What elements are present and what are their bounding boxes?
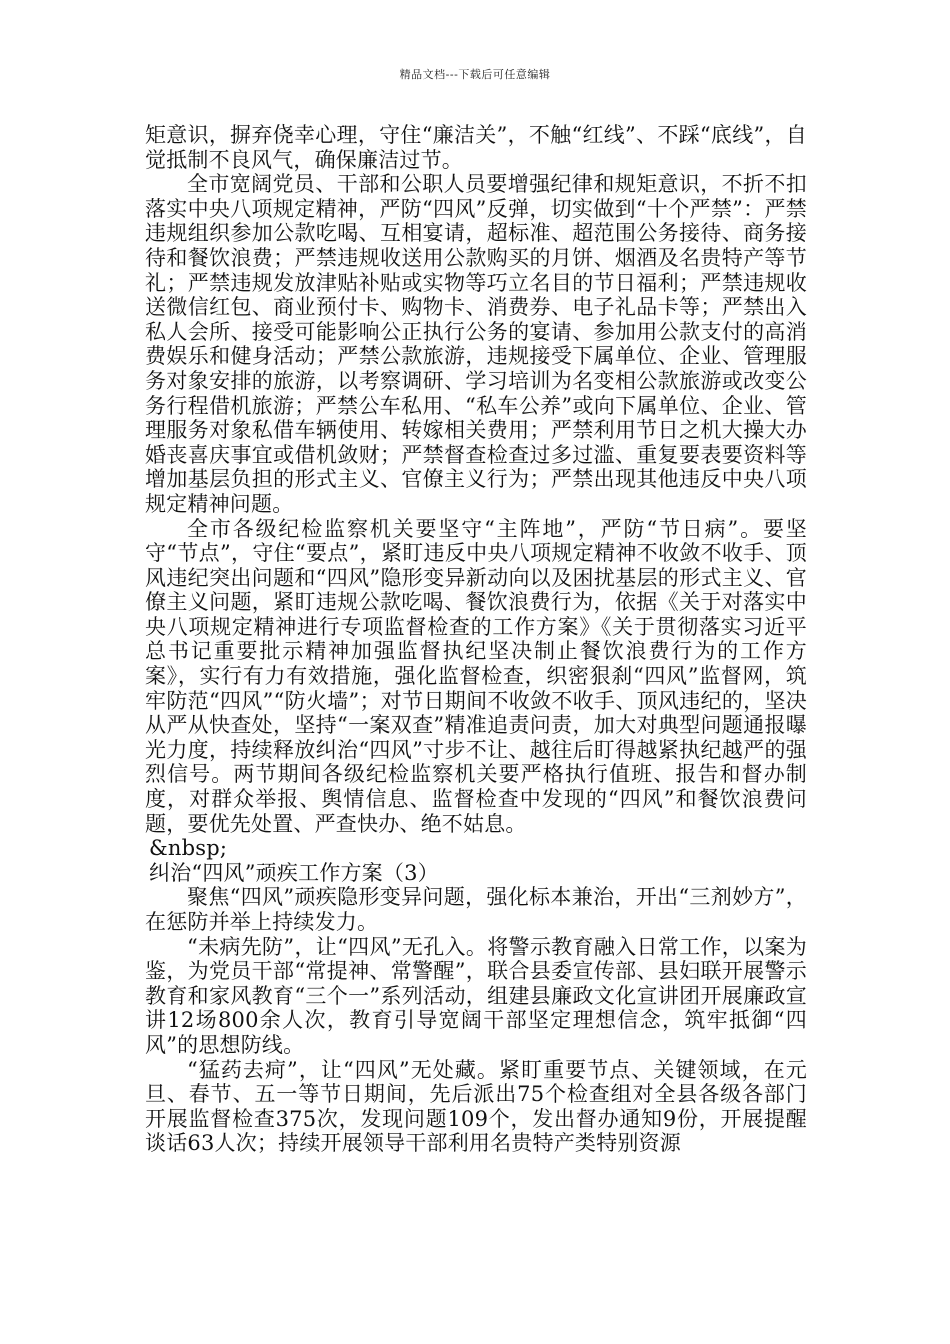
paragraph-prevention: “未病先防”，让“四风”无孔入。将警示教育融入日常工作，以案为鉴，为党员干部“常提神、常警醒”，联合县委宣传部、县妇联开展警示教育和家风教育“三个一”系列活动，组建县廉政文化宣讲团开展廉政宣讲12场800余人次，教育引导宽阔干部坚定理想信念，筑牢抵御“四风”的思想防线。 (145, 934, 807, 1057)
page-header: 精品文档---下载后可任意编辑 (399, 68, 551, 81)
section-title: 纠治“四风”顽疾工作方案（3） (149, 860, 439, 885)
nbsp-artifact: &nbsp; (149, 836, 228, 861)
paragraph-intro: 聚焦“四风”顽疾隐形变异问题，强化标本兼治，开出“三剂妙方”，在惩防并举上持续发力。 (145, 885, 807, 934)
paragraph-continued: 矩意识，摒弃侥幸心理，守住“廉洁关”，不触“红线”、不踩“底线”，自觉抵制不良风气，确保廉洁过节。 (145, 123, 807, 172)
document-body (145, 123, 807, 1156)
paragraph-ten-prohibitions: 全市宽阔党员、干部和公职人员要增强纪律和规矩意识，不折不扣落实中央八项规定精神，严防“四风”反弹，切实做到“十个严禁”：严禁违规组织参加公款吃喝、互相宴请，超标准、超范围公务接待、商务接待和餐饮浪费；严禁违规收送用公款购买的月饼、烟酒及名贵特产等节礼；严禁违规发放津贴补贴或实物等巧立名目的节日福利；严禁违规收送微信红包、商业预付卡、购物卡、消费券、电子礼品卡等；严禁出入私人会所、接受可能影响公正执行公务的宴请、参加用公款支付的高消费娱乐和健身活动；严禁公款旅游，违规接受下属单位、企业、管理服务对象安排的旅游，以考察调研、学习培训为名变相公款旅游或改变公务行程借机旅游；严禁公车私用、“私车公养”或向下属单位、企业、管理服务对象私借车辆使用、转嫁相关费用；严禁利用节日之机大操大办婚丧喜庆事宜或借机敛财；严禁督查检查过多过滥、重复要表要资料等增加基层负担的形式主义、官僚主义行为；严禁出现其他违反中央八项规定精神问题。 (145, 172, 807, 516)
paragraph-strong-remedy: “猛药去疴”，让“四风”无处藏。紧盯重要节点、关键领域，在元旦、春节、五一等节日期间，先后派出75个检查组对全县各级各部门开展监督检查375次，发现问题109个，发出督办通知9份，开展提醒谈话63人次；持续开展领导干部利用名贵特产类特别资源 (145, 1057, 807, 1156)
paragraph-supervision: 全市各级纪检监察机关要坚守“主阵地”，严防“节日病”。要坚守“节点”，守住“要点”，紧盯违反中央八项规定精神不收敛不收手、顶风违纪突出问题和“四风”隐形变异新动向以及困扰基层的形式主义、官僚主义问题，紧盯违规公款吃喝、餐饮浪费行为，依据《关于对落实中央八项规定精神进行专项监督检查的工作方案》《关于贯彻落实习近平总书记重要批示精神加强监督执纪坚决制止餐饮浪费行为的工作方案》，实行有力有效措施，强化监督检查，织密狠刹“四风”监督网，筑牢防范“四风”“防火墙”；对节日期间不收敛不收手、顶风违纪的，坚决从严从快查处，坚持“一案双查”精准追责问责，加大对典型问题通报曝光力度，持续释放纠治“四风”寸步不让、越往后盯得越紧执纪越严的强烈信号。两节期间各级纪检监察机关要严格执行值班、报告和督办制度，对群众举报、舆情信息、监督检查中发现的“四风”和餐饮浪费问题，要优先处置、严查快办、绝不姑息。 (145, 516, 807, 836)
